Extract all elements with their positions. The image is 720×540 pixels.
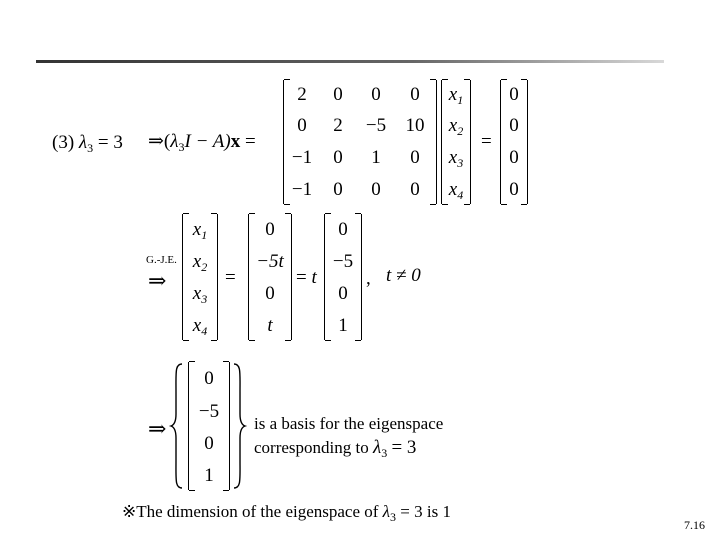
step3-lhs (148, 130, 256, 153)
basis-implies-arrow: ⇒ (148, 416, 167, 441)
note-lambda-sub: 3 (390, 510, 397, 524)
system-equals: = (481, 131, 492, 152)
x-entry: $x_3$ (192, 283, 208, 306)
matrix-cell: 2 (333, 115, 343, 136)
solution-entry: t (267, 315, 273, 336)
x-entry: $x_2$ (192, 251, 208, 274)
gje-implies-arrow: ⇒ (148, 268, 167, 293)
solution-entry: 0 (265, 283, 275, 304)
lhs-equals: = (244, 131, 256, 152)
gje-label: G.-J.E. (146, 254, 177, 266)
lhs-x-vector: x (230, 131, 241, 152)
lhs-lambda: λ (170, 131, 179, 152)
lhs-lambda-sub: 3 (178, 140, 185, 154)
solution-entry: 0 (265, 219, 275, 240)
matrix-cell: −5 (365, 115, 387, 136)
step3-lambda-sub: 3 (87, 141, 94, 155)
eigen-direction-vector (324, 214, 362, 340)
t-scalar: t (311, 267, 317, 288)
matrix-cell: 0 (371, 179, 381, 200)
direction-entry: 0 (338, 283, 348, 304)
zero-entry: 0 (509, 84, 519, 105)
basis-entry: 0 (204, 433, 214, 454)
dimension-note (122, 502, 451, 522)
lhs-minus-a: − A) (190, 131, 231, 152)
matrix-cell: −1 (291, 179, 313, 200)
step3-lambda: λ (78, 132, 88, 153)
matrix-cell: −1 (291, 147, 313, 168)
note-text: The dimension of the eigenspace of (136, 502, 383, 521)
note-lambda: λ (382, 502, 391, 521)
basis-eq-value: = 3 (391, 437, 417, 458)
matrix-cell: 0 (410, 84, 420, 105)
basis-entry: −5 (198, 401, 220, 422)
direction-entry: −5 (332, 251, 354, 272)
zero-entry: 0 (509, 179, 519, 200)
gje-comma: , (366, 268, 371, 289)
basis-lambda-sub: 3 (381, 446, 388, 460)
note-tail: = 3 is 1 (396, 502, 451, 521)
direction-entry: 0 (338, 219, 348, 240)
matrix-cell: 10 (405, 115, 425, 136)
solution-vector (248, 214, 292, 340)
x-entry: $x_1$ (448, 84, 464, 107)
solution-entry: −5t (256, 251, 284, 272)
implies-arrow: ⇒ (148, 131, 164, 152)
matrix-cell: 0 (371, 84, 381, 105)
basis-entry: 1 (204, 465, 214, 486)
basis-entry: 0 (204, 368, 214, 389)
matrix-cell: 2 (297, 84, 307, 105)
note-symbol: ※ (122, 502, 137, 521)
lhs-identity: I (184, 131, 191, 152)
basis-description-line2: corresponding to $\lambda_3 = 3$ (254, 437, 417, 460)
matrix-cell: 0 (410, 147, 420, 168)
matrix-cell: 0 (333, 84, 343, 105)
gje-equals-2: = t (296, 267, 317, 288)
matrix-cell: 0 (410, 179, 420, 200)
left-curly-brace (170, 362, 184, 490)
basis-vector (188, 362, 230, 490)
zero-entry: 0 (509, 115, 519, 136)
matrix-cell: 1 (371, 147, 381, 168)
zero-vector (500, 80, 528, 204)
unknowns-vector (441, 80, 471, 204)
gje-unknowns-vector (182, 214, 218, 340)
page-number: 7.16 (684, 518, 705, 532)
gje-equals-1: = (225, 267, 236, 288)
coefficient-matrix (283, 80, 437, 204)
matrix-cell: 0 (333, 179, 343, 200)
x-entry: $x_4$ (448, 179, 464, 202)
x-entry: $x_2$ (448, 115, 464, 138)
lhs-open-paren: ( (163, 131, 171, 152)
zero-entry: 0 (509, 147, 519, 168)
x-entry: $x_3$ (448, 147, 464, 170)
x-entry: $x_1$ (192, 219, 208, 242)
step3-heading (52, 132, 123, 154)
step3-label: (3) (52, 132, 75, 153)
title-divider-line (36, 60, 664, 63)
right-curly-brace (232, 362, 246, 490)
basis-description-line1: is a basis for the eigenspace (254, 414, 444, 433)
x-entry: $x_4$ (192, 315, 208, 338)
step3-eq-value: = 3 (97, 132, 123, 153)
direction-entry: 1 (338, 315, 348, 336)
matrix-cell: 0 (297, 115, 307, 136)
matrix-cell: 0 (333, 147, 343, 168)
basis-lambda: λ (372, 437, 382, 458)
t-nonzero-condition: t ≠ 0 (386, 265, 421, 286)
